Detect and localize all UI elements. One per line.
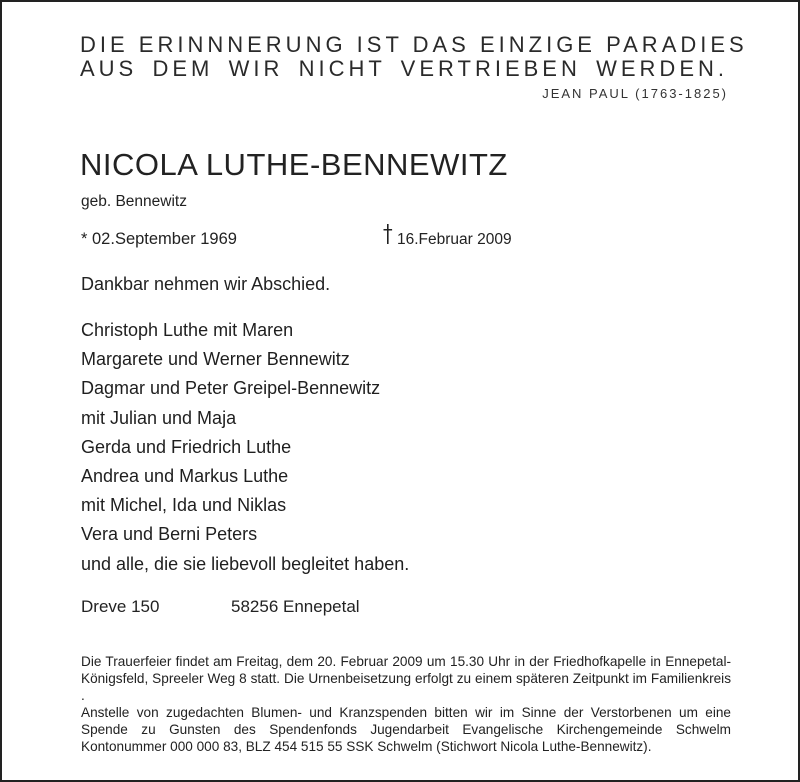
mourner-line: Dagmar und Peter Greipel-Bennewitz — [81, 378, 381, 399]
address-city: 58256 Ennepetal — [231, 597, 360, 616]
quote-line-2: AUS DEM WIR NICHT VERTRIEBEN WERDEN. — [80, 56, 728, 81]
death-date: 16.Februar 2009 — [397, 231, 512, 248]
address-street: Dreve 150 — [81, 597, 160, 616]
deceased-name: NICOLA LUTHE-BENNEWITZ — [80, 147, 508, 182]
mourner-line: mit Julian und Maja — [81, 407, 237, 428]
cross-icon — [383, 224, 393, 244]
mourner-line: Christoph Luthe mit Maren — [81, 320, 294, 340]
mourner-line: mit Michel, Ida und Niklas — [81, 495, 287, 516]
funeral-notes — [81, 653, 731, 755]
mourner-line: Margarete und Werner Bennewitz — [81, 349, 350, 370]
mourners-list — [81, 316, 409, 579]
farewell-message: Dankbar nehmen wir Abschied. — [81, 274, 331, 294]
maiden-name: geb. Bennewitz — [81, 193, 187, 210]
mourner-line: Gerda und Friedrich Luthe — [81, 436, 292, 457]
birth-date: * 02.September 1969 — [81, 230, 237, 248]
quote-author: JEAN PAUL (1763-1825) — [542, 86, 728, 101]
ceremony-details: Die Trauerfeier findet am Freitag, dem 20. Februar 2009 um 15.30 Uhr in der Friedhofkapelle in Ennepetal-Königsfeld, Spreeler Weg 8 statt. Die Urnenbeisetzung erfolgt zu einem späteren Zeitpunkt im Familienkreis . — [81, 654, 731, 703]
mourner-line: Vera und Berni Peters — [81, 524, 258, 545]
donation-request: Anstelle von zugedachten Blumen- und Kranzspenden bitten wir im Sinne der Verstorbenen um eine Spende zu Gunsten des Spendenfonds Jugendarbeit Evangelische Kirchengemeinde Schwelm Kontonummer 000 000 83, BLZ 454 515 55 SSK Schwelm (Stichwort Nicola Luthe-Bennewitz). — [81, 705, 731, 754]
quote-line-1: DIE ERINNNERUNG IST DAS EINZIGE PARADIES — [80, 32, 748, 57]
mourner-line: und alle, die sie liebevoll begleitet haben. — [81, 553, 410, 574]
mourner-line: Andrea und Markus Luthe — [81, 465, 289, 486]
